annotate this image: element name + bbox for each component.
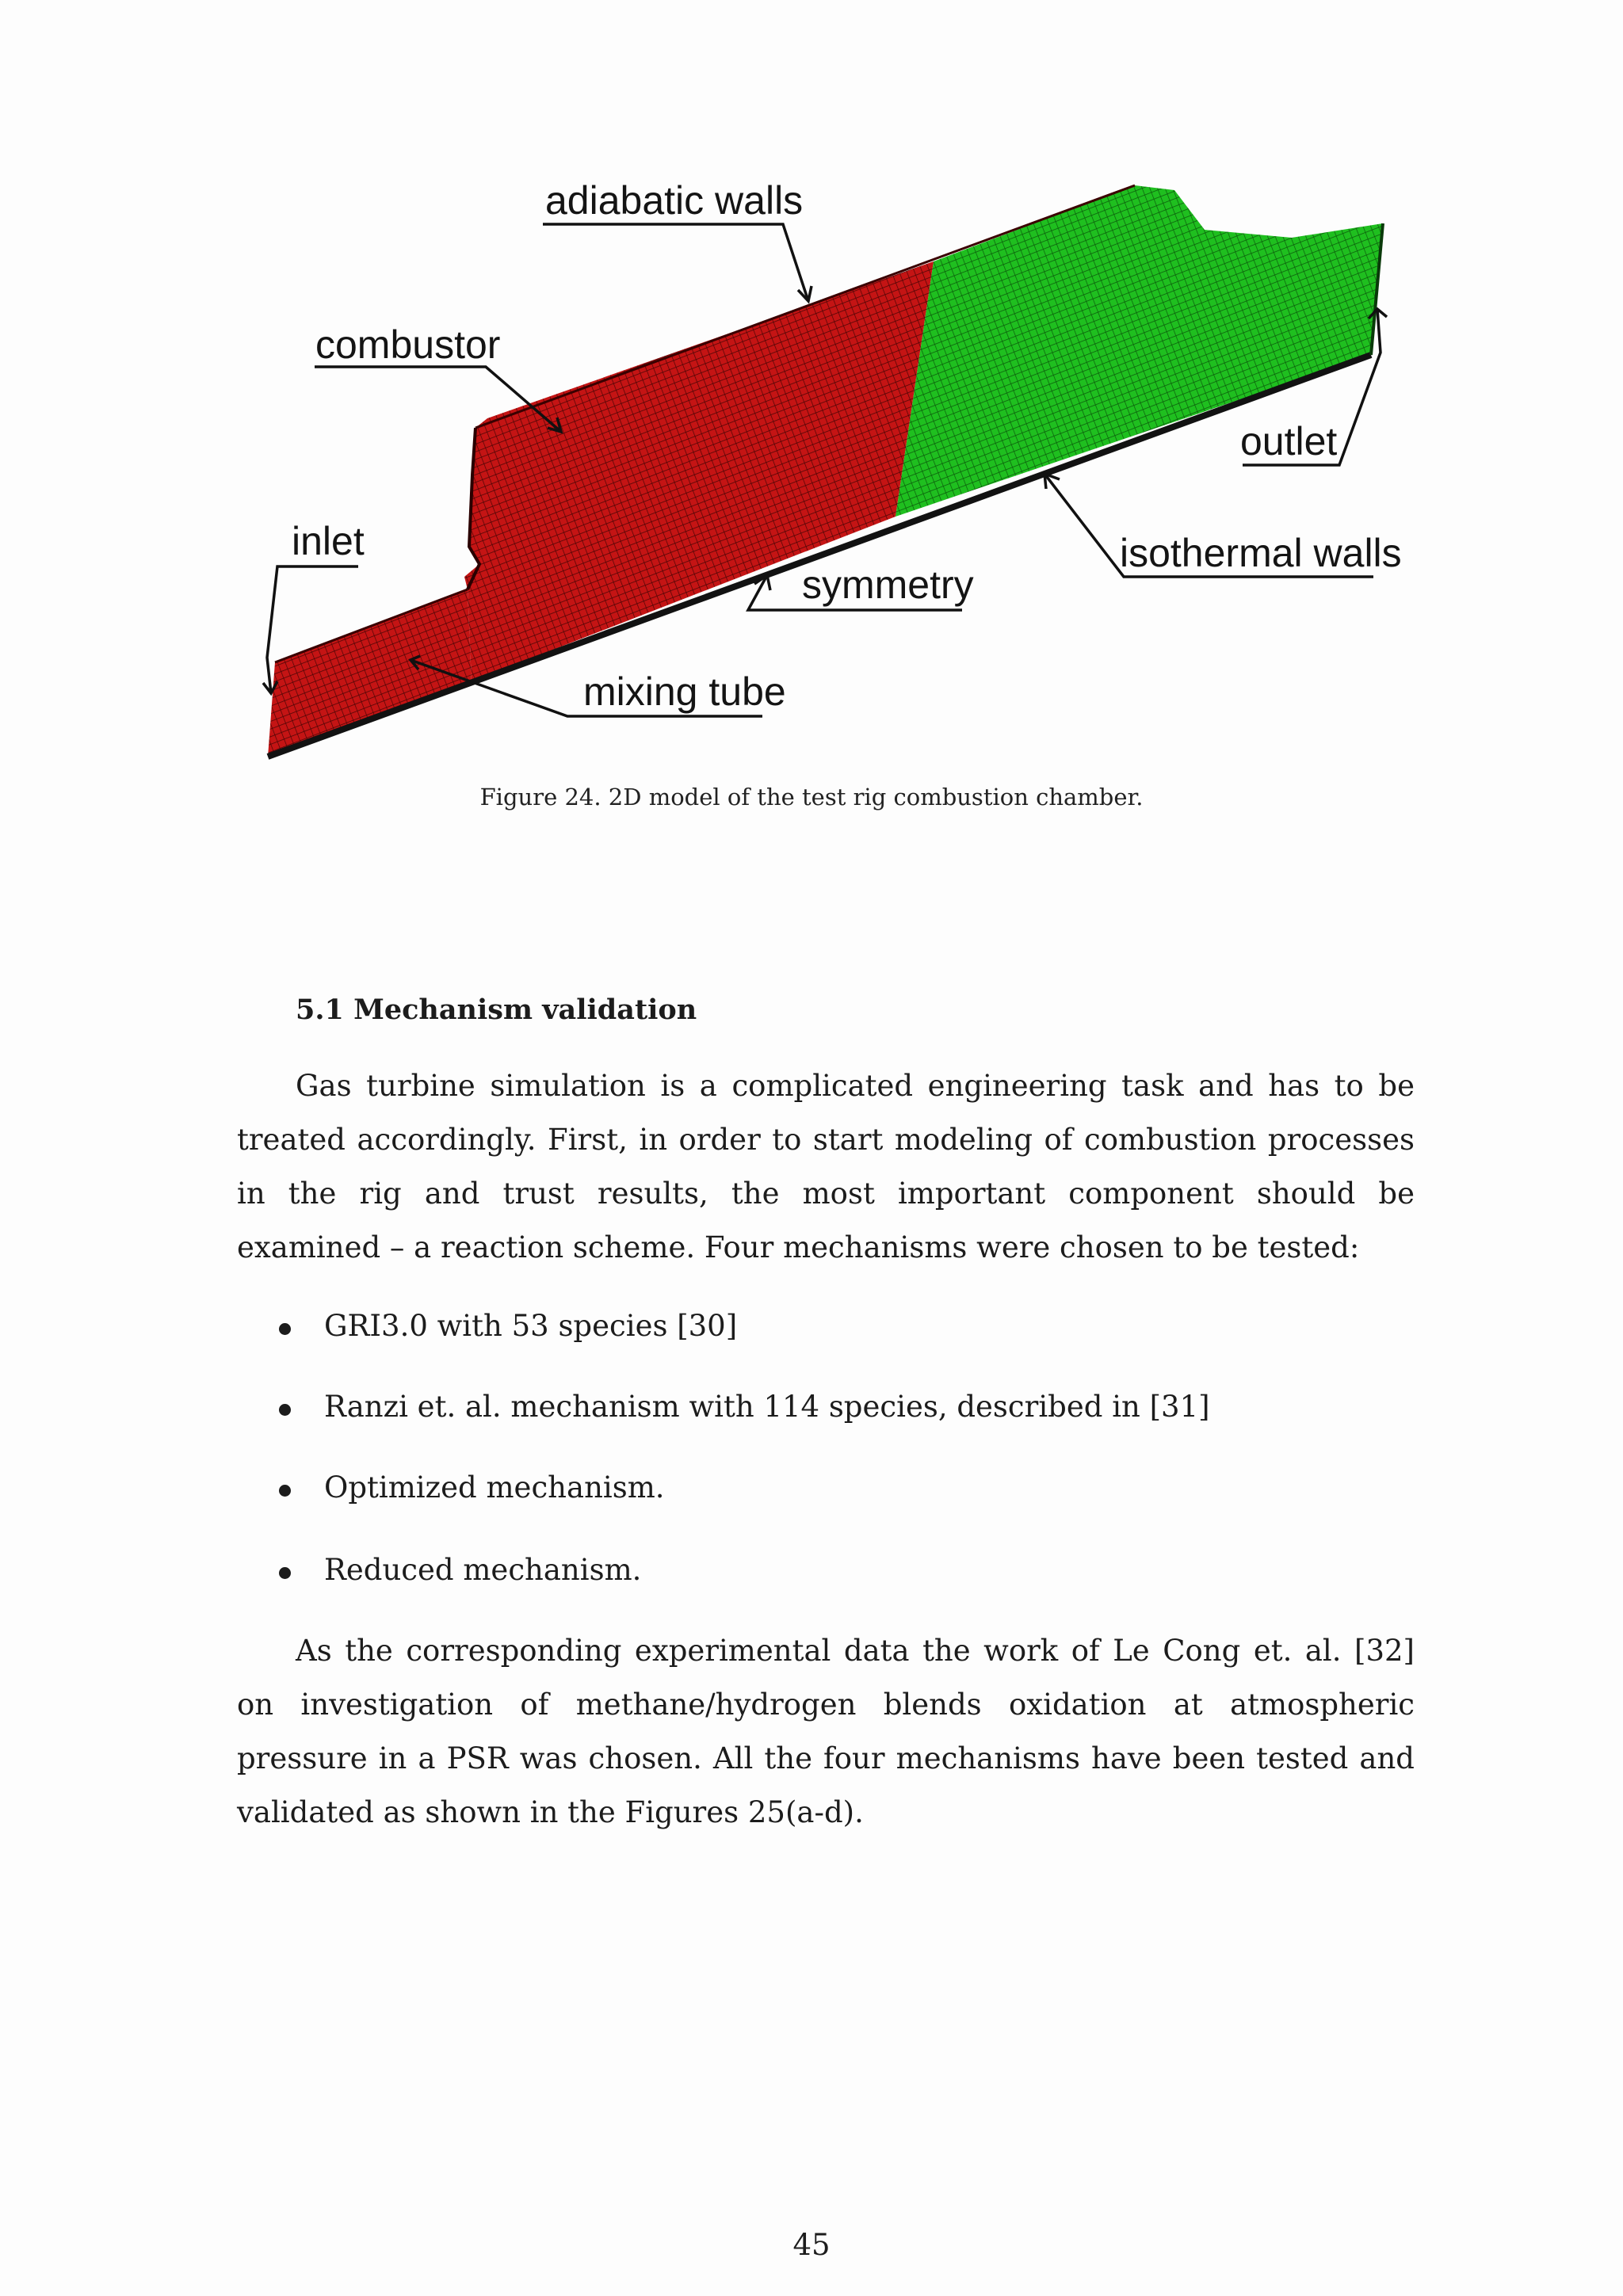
label-symmetry: symmetry <box>802 563 974 607</box>
adiabatic-walls-leader <box>543 224 808 301</box>
isothermal-region <box>896 185 1383 517</box>
combustor-region <box>464 261 934 681</box>
mixing-tube-region <box>268 589 472 757</box>
label-mixing-tube: mixing tube <box>583 669 786 714</box>
mesh-model-diagram <box>238 158 1426 776</box>
bullet-icon <box>279 1323 291 1335</box>
list-item-text: GRI3.0 with 53 species [30] <box>324 1309 738 1343</box>
list-item-text: Optimized mechanism. <box>324 1470 665 1505</box>
section-heading: 5.1 Mechanism validation <box>296 994 697 1026</box>
figure-caption: Figure 24. 2D model of the test rig combustion chamber. <box>479 784 1144 810</box>
bullet-icon <box>279 1404 291 1416</box>
combustion-chamber-figure <box>238 158 1426 776</box>
paragraph-intro: Gas turbine simulation is a complicated engineering task and has to be treated accordingly. First, in order to start modeling of combustion processes in the rig and trust results, the most important component should be examined – a reaction scheme. Four mechanisms were chosen to be tested: <box>237 1069 1415 1264</box>
label-combustor: combustor <box>315 322 501 367</box>
paragraph-experimental-data: As the corresponding experimental data the work of Le Cong et. al. [32] on investigation of methane/hydrogen blends oxidation at atmospheric pressure in a PSR was chosen. All the four mechanisms have been tested and validated as shown in the Figures 25(a-d). <box>237 1634 1415 1829</box>
page-number: 45 <box>792 2228 831 2262</box>
bullet-icon <box>279 1485 291 1497</box>
label-adiabatic-walls: adiabatic walls <box>545 178 804 223</box>
list-item-text: Reduced mechanism. <box>324 1553 642 1587</box>
label-isothermal-walls: isothermal walls <box>1120 531 1402 575</box>
bullet-icon <box>279 1567 291 1579</box>
list-item-text: Ranzi et. al. mechanism with 114 species, described in [31] <box>324 1390 1210 1424</box>
label-inlet: inlet <box>292 519 365 563</box>
label-outlet: outlet <box>1240 419 1338 463</box>
